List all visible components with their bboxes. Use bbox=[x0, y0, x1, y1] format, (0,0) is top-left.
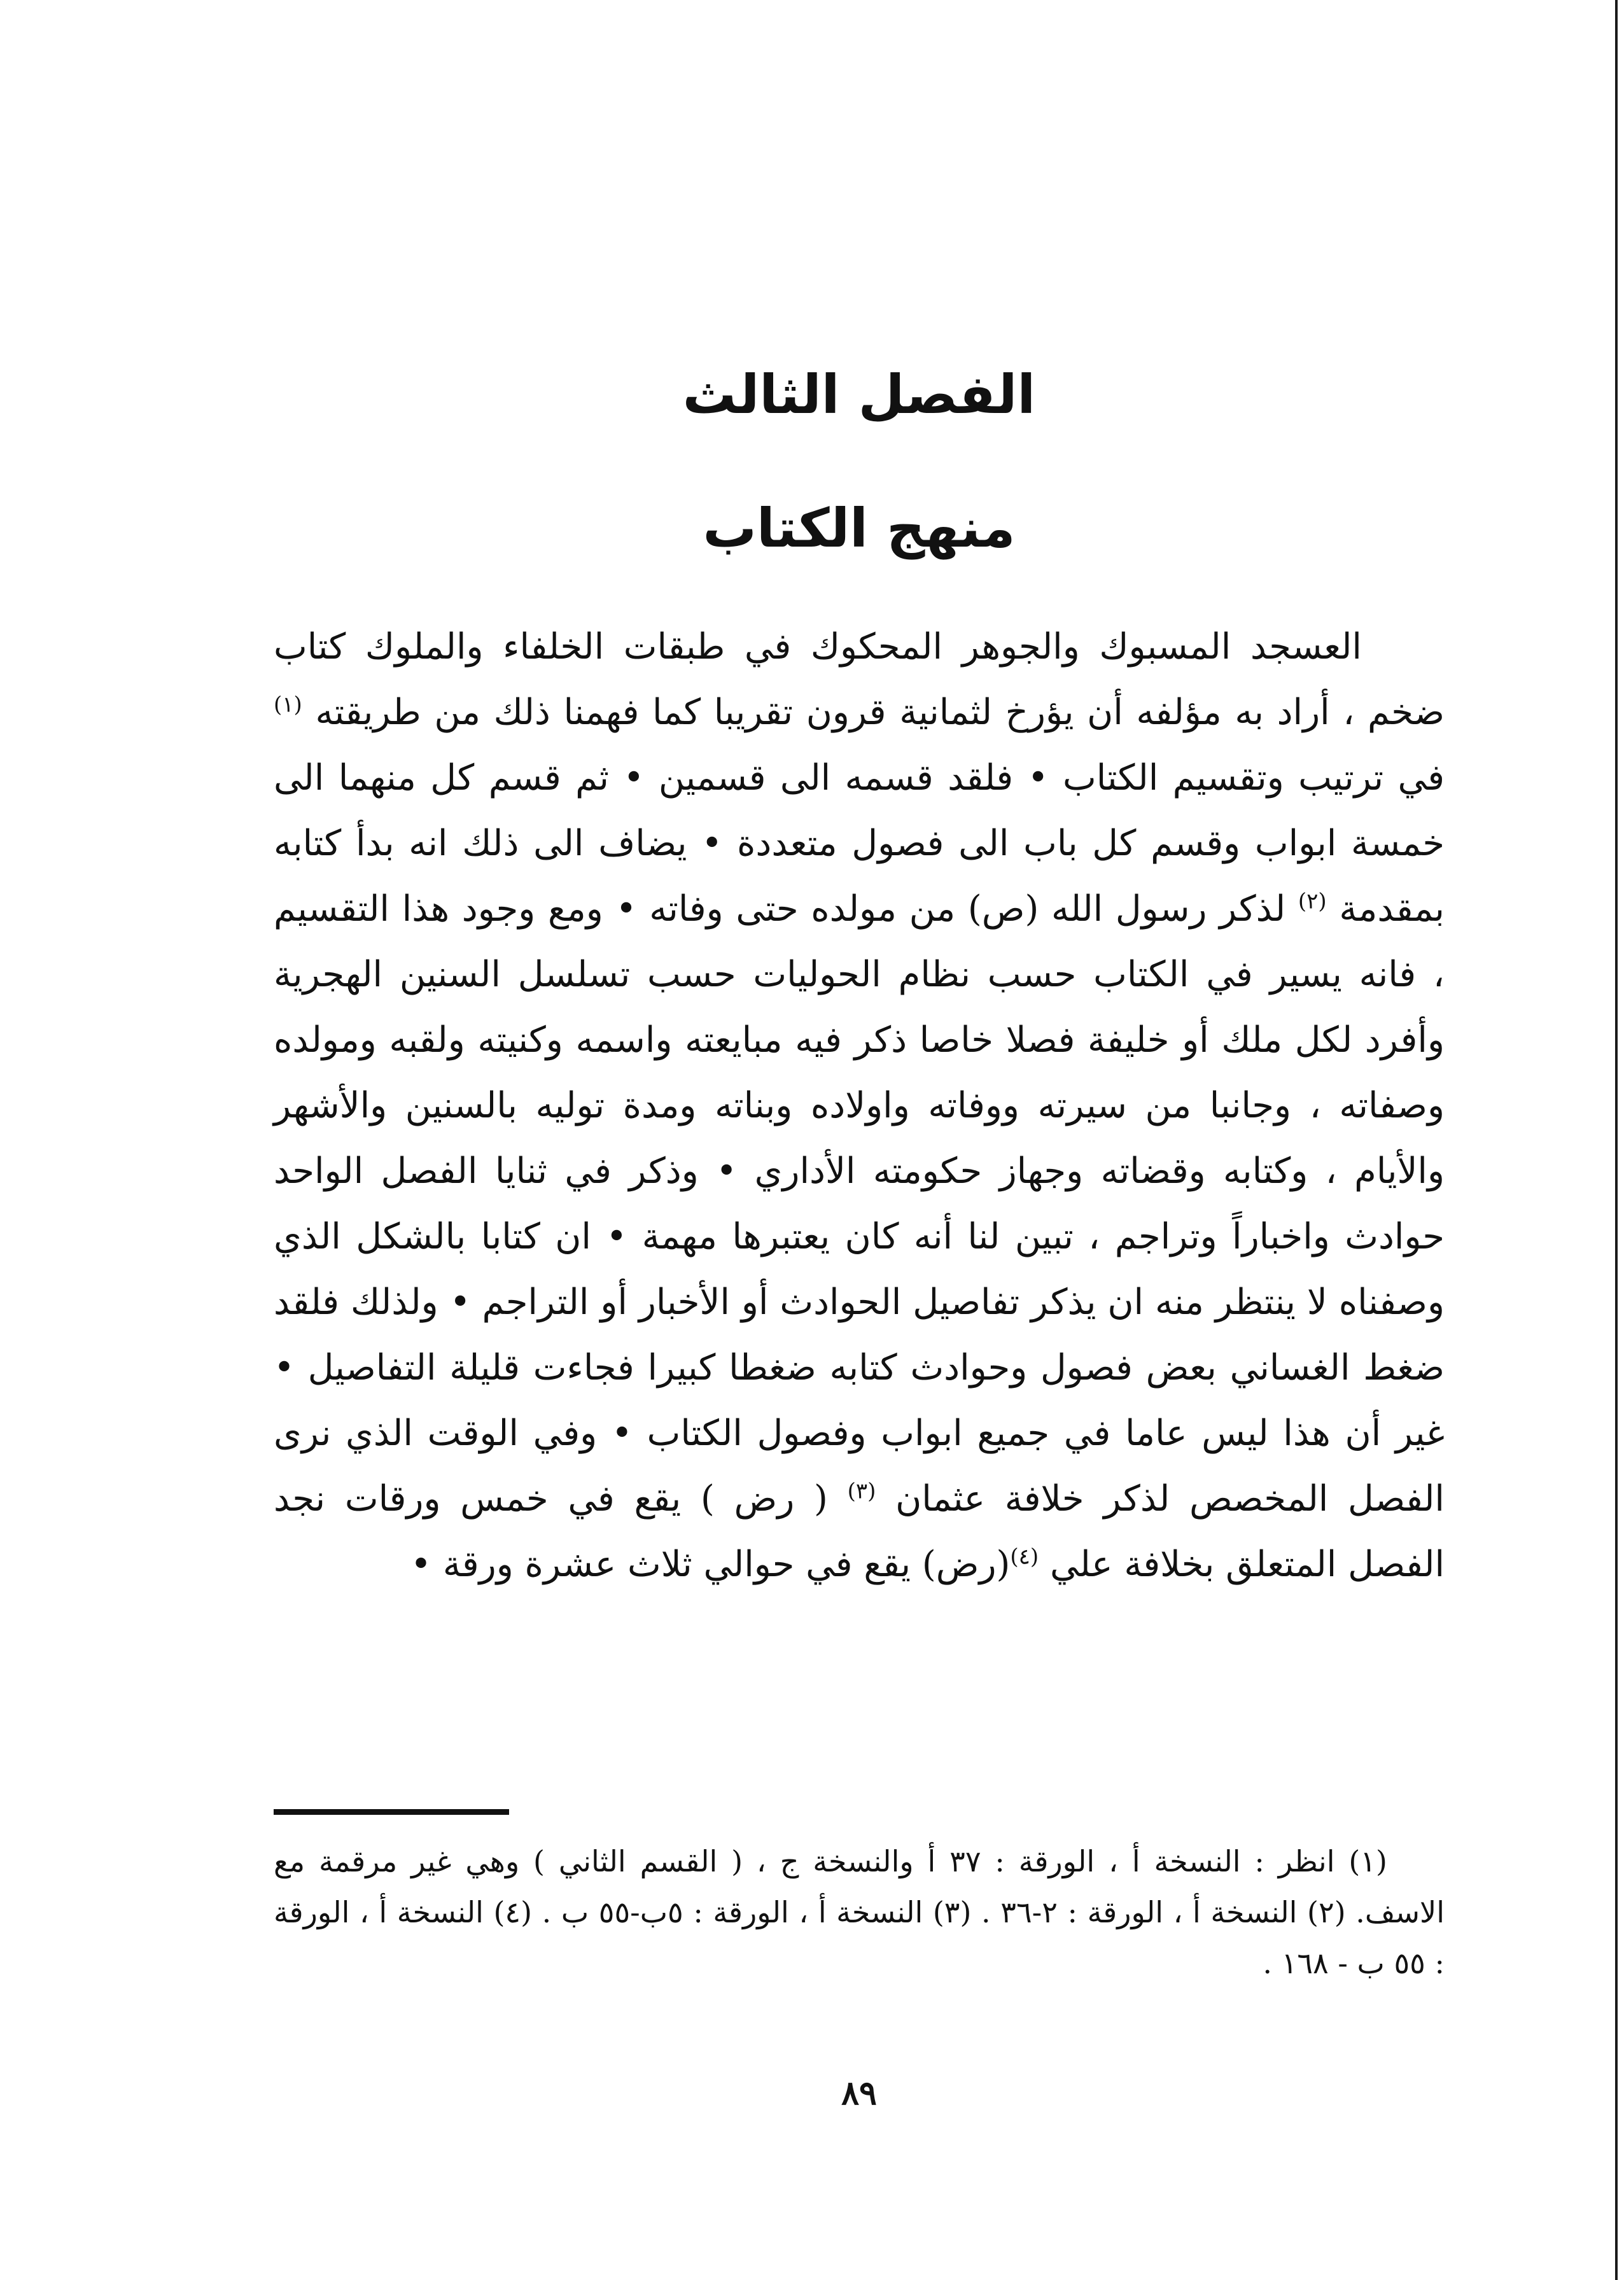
footnote-separator bbox=[274, 1809, 509, 1815]
body-text-part-4: ( رض ) يقع في خمس ورقات نجد الفصل المتعلق بخلافة علي bbox=[274, 1478, 1445, 1585]
chapter-title: الفصل الثالث bbox=[682, 363, 1036, 426]
section-title: منهج الكتاب bbox=[703, 497, 1016, 559]
body-text-part-1: العسجد المسبوك والجوهر المحكوك في طبقات الخلفاء والملوك كتاب ضخم ، أراد به مؤلفه أن يؤرخ لثمانية قرون تقريبا كما فهمنا ذلك من طريقته bbox=[274, 626, 1445, 733]
footnotes bbox=[274, 1836, 1445, 1989]
footnote-ref-2: (٢) bbox=[1298, 888, 1327, 914]
body-paragraph bbox=[274, 614, 1445, 1597]
footnote-ref-4: (٤) bbox=[1010, 1544, 1039, 1570]
page-scan-edge bbox=[1615, 0, 1618, 2280]
footnote-ref-1: (١) bbox=[274, 692, 302, 718]
body-text-part-2: في ترتيب وتقسيم الكتاب • فلقد قسمه الى قسمين • ثم قسم كل منهما الى خمسة ابواب وقسم كل باب الى فصول متعددة • يضاف الى ذلك انه بدأ كتابه بمقدمة bbox=[274, 757, 1445, 930]
body-text-part-5: (رض) يقع في حوالي ثلاث عشرة ورقة • bbox=[410, 1544, 1011, 1585]
body-text-part-3: لذكر رسول الله (ص) من مولده حتى وفاته • ومع وجود هذا التقسيم ، فانه يسير في الكتاب حسب نظام الحوليات حسب تسلسل السنين الهجرية وأفرد لكل ملك أو خليفة فصلا خاصا ذكر فيه مبايعته واسمه وكنيته ولقبه ومولده وصفاته ، وجانبا من سيرته ووفاته واولاده وبناته ومدة توليه بالسنين والأشهر والأيام ، وكتابه وقضاته وجهاز حكومته الأداري • وذكر في ثنايا الفصل الواحد حوادث واخباراً وتراجم ، تبين لنا أنه كان يعتبرها مهمة • ان كتابا بالشكل الذي وصفناه لا ينتظر منه ان يذكر تفاصيل الحوادث أو الأخبار أو التراجم • ولذلك فلقد ضغط الغساني بعض فصول وحوادث كتابه ضغطا كبيرا فجاءت قليلة التفاصيل • غير أن هذا ليس عاما في جميع ابواب وفصول الكتاب • وفي الوقت الذي نرى الفصل المخصص لذكر خلافة عثمان bbox=[274, 888, 1445, 1520]
page-number: ٨٩ bbox=[841, 2074, 877, 2113]
footnote-ref-3: (٣) bbox=[847, 1478, 876, 1504]
document-page bbox=[274, 0, 1445, 2280]
footnotes-text: (١) انظر : النسخة أ ، الورقة : ٣٧ أ والنسخة ج ، ( القسم الثاني ) وهي غير مرقمة مع الاسف. (٢) النسخة أ ، الورقة : ٢-٣٦ . (٣) النسخة أ ، الورقة : ٥ب-٥٥ ب . (٤) النسخة أ ، الورقة : ٥٥ ب - ١٦٨ . bbox=[274, 1844, 1445, 1980]
